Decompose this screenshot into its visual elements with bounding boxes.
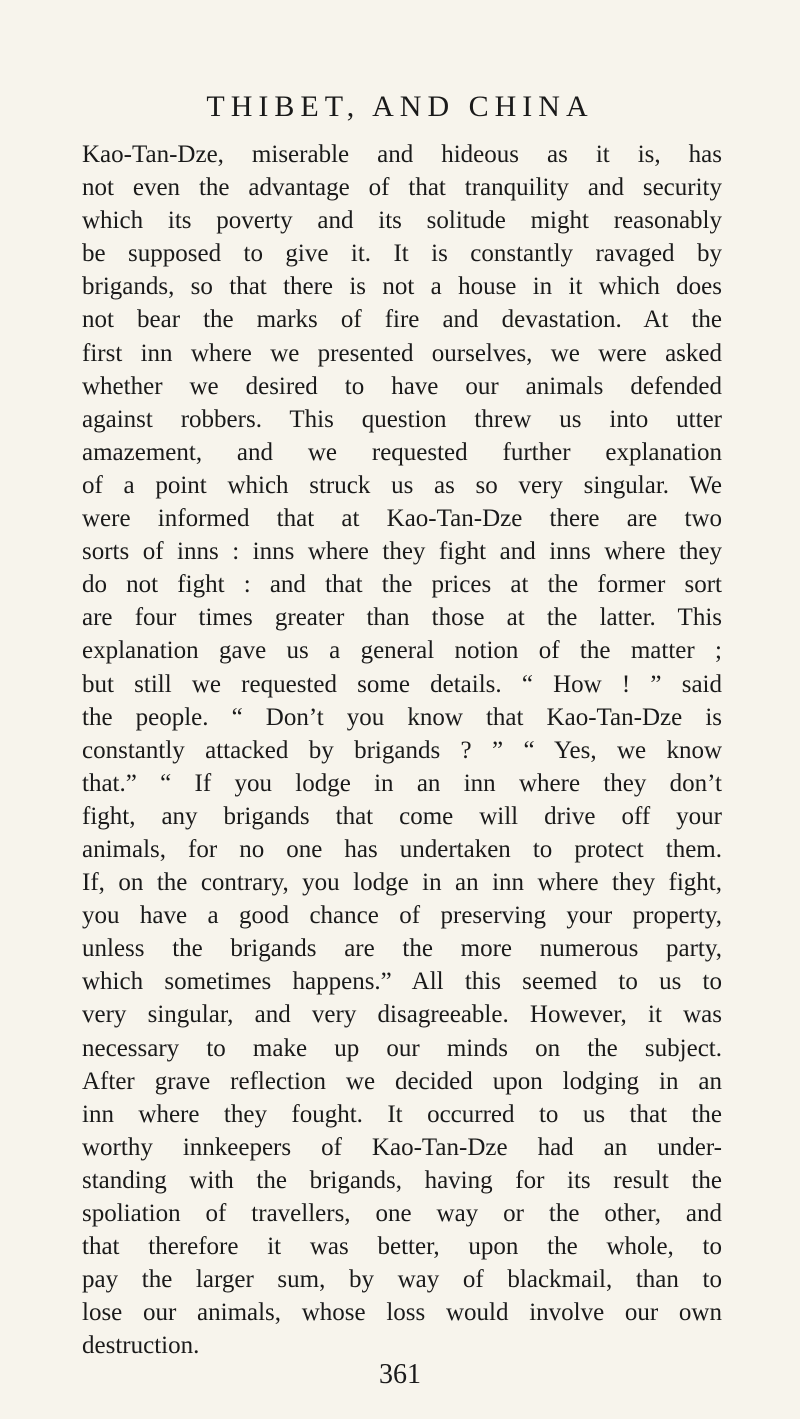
text-line: If, on the contrary, you lodge in an inn where they fight, (82, 869, 722, 897)
text-line: that.” “ If you lodge in an inn where they don’t (82, 769, 722, 797)
text-line: very singular, and very disagreeable. However, it was (82, 1001, 722, 1029)
text-line: unless the brigands are the more numerous party, (82, 935, 722, 963)
text-line: which its poverty and its solitude might reasonably (82, 207, 722, 235)
text-line: lose our animals, whose loss would involve our own (82, 1299, 722, 1327)
text-line: worthy innkeepers of Kao-Tan-Dze had an under- (82, 1133, 722, 1161)
text-line: pay the larger sum, by way of blackmail, than to (82, 1266, 722, 1294)
text-line: destruction. (82, 1332, 200, 1360)
text-line: inn where they fought. It occurred to us that the (82, 1100, 722, 1128)
text-line: first inn where we presented ourselves, we were asked (82, 339, 722, 367)
text-line: not bear the marks of fire and devastation. At the (82, 306, 722, 334)
text-line: do not fight : and that the prices at the former sort (82, 571, 722, 599)
page-number: 361 (379, 1359, 421, 1390)
text-line: animals, for no one has undertaken to protect them. (82, 835, 722, 863)
text-line: the people. “ Don’t you know that Kao-Tan-Dze is (82, 703, 722, 731)
text-line: against robbers. This question threw us into utter (82, 405, 722, 433)
running-head: THIBET, AND CHINA (206, 90, 594, 123)
text-line: brigands, so that there is not a house in it which does (82, 273, 722, 301)
text-line: but still we requested some details. “ How ! ” said (82, 670, 722, 698)
text-line: necessary to make up our minds on the subject. (82, 1034, 722, 1062)
text-line: standing with the brigands, having for its result the (82, 1166, 722, 1194)
text-line: not even the advantage of that tranquility and security (82, 174, 722, 202)
text-line: are four times greater than those at the latter. This (82, 604, 722, 632)
text-line: fight, any brigands that come will drive off your (82, 802, 722, 830)
text-line: be supposed to give it. It is constantly ravaged by (82, 240, 722, 268)
text-line: Kao-Tan-Dze, miserable and hideous as it is, has (82, 141, 722, 168)
text-line: explanation gave us a general notion of the matter ; (82, 637, 722, 665)
text-line: of a point which struck us as so very singular. We (82, 471, 722, 499)
text-line: that therefore it was better, upon the whole, to (82, 1233, 722, 1261)
text-line: constantly attacked by brigands ? ” “ Yes, we know (82, 736, 722, 764)
body-text (82, 138, 722, 1362)
text-line: spoliation of travellers, one way or the other, and (82, 1200, 722, 1227)
text-line: sorts of inns : inns where they fight and inns where they (82, 538, 722, 566)
text-line: were informed that at Kao-Tan-Dze there are two (82, 505, 722, 533)
text-line: you have a good chance of preserving your property, (82, 902, 722, 930)
text-line: After grave reflection we decided upon lodging in an (82, 1067, 722, 1095)
text-line: amazement, and we requested further explanation (82, 438, 722, 466)
text-line: which sometimes happens.” All this seemed to us to (82, 968, 722, 996)
text-line: whether we desired to have our animals defended (82, 372, 722, 400)
